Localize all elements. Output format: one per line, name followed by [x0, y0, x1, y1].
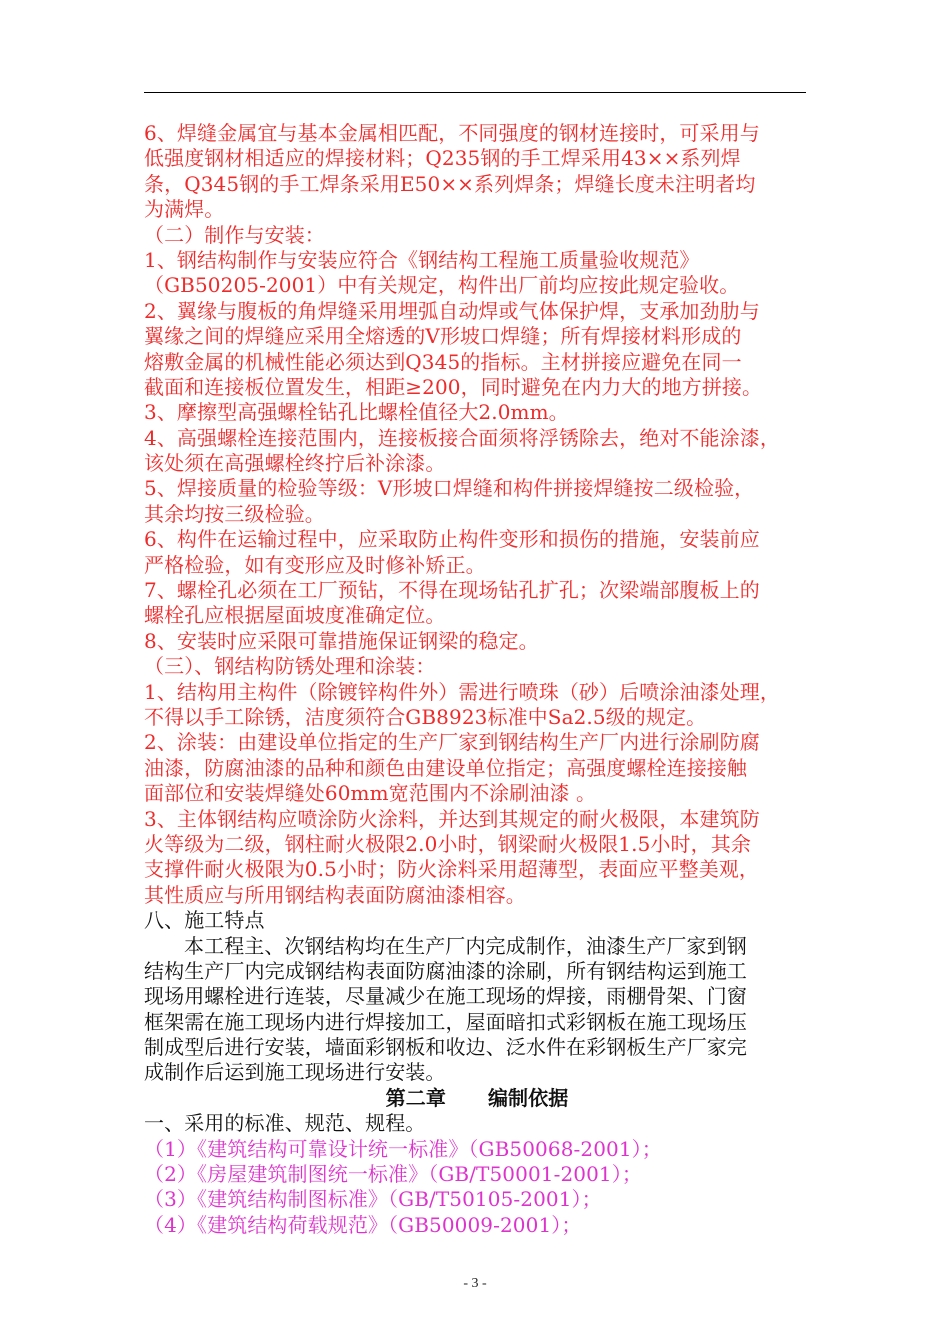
chapter-number: 第二章	[385, 1085, 446, 1110]
standard-item: （1）《建筑结构可靠设计统一标准》（GB50068-2001）；	[144, 1136, 662, 1161]
text-line: 4、高强螺栓连接范围内，连接板接合面须将浮锈除去，绝对不能涂漆，	[144, 425, 780, 450]
body-text	[144, 121, 810, 1238]
page-number: - 3 -	[463, 1276, 487, 1291]
text-line: 其余均按三级检验。	[144, 501, 325, 526]
text-line: 其性质应与所用钢结构表面防腐油漆相容。	[144, 882, 526, 907]
standard-item: （3）《建筑结构制图标准》（GB/T50105-2001）；	[144, 1187, 602, 1212]
text-line: 6、构件在运输过程中，应采取防止构件变形和损伤的措施，安装前应	[144, 527, 760, 552]
text-line: 低强度钢材相适应的焊接材料；Q235钢的手工焊采用43××系列焊	[144, 146, 741, 171]
text-line: 6、焊缝金属宜与基本金属相匹配，不同强度的钢材连接时，可采用与	[144, 121, 760, 145]
text-line: 3、摩擦型高强螺栓钻孔比螺栓值径大2.0mm。	[144, 400, 569, 425]
text-line: （GB50205-2001）中有关规定，构件出厂前均应按此规定验收。	[144, 273, 740, 298]
text-line: 2、翼缘与腹板的角焊缝采用埋弧自动焊或气体保护焊，支承加劲肋与	[144, 298, 760, 323]
text-line: 支撑件耐火极限为0.5小时；防火涂料采用超薄型，表面应平整美观，	[144, 857, 760, 882]
text-line: 5、焊接质量的检验等级：V形坡口焊缝和构件拼接焊缝按二级检验，	[144, 476, 755, 501]
text-line: 制成型后进行安装，墙面彩钢板和收边、泛水件在彩钢板生产厂家完	[144, 1035, 747, 1060]
text-line: 翼缘之间的焊缝应采用全熔透的V形坡口焊缝；所有焊接材料形成的	[144, 324, 742, 349]
chapter-heading	[144, 1086, 810, 1111]
text-line: 1、钢结构制作与安装应符合《钢结构工程施工质量验收规范》	[144, 247, 700, 272]
text-line: 不得以手工除锈，洁度须符合GB8923标准中Sa2.5级的规定。	[144, 704, 707, 729]
text-line: 8、安装时应采限可靠措施保证钢梁的稳定。	[144, 628, 539, 653]
text-line: 螺栓孔应根据屋面坡度准确定位。	[144, 603, 446, 628]
text-line: （二）制作与安装：	[144, 222, 325, 247]
text-line: 结构生产厂内完成钢结构表面防腐油漆的涂刷，所有钢结构运到施工	[144, 958, 747, 983]
section-heading: 一、采用的标准、规范、规程。	[144, 1111, 426, 1136]
text-line: 条，Q345钢的手工焊条采用E50××系列焊条；焊缝长度未注明者均	[144, 171, 756, 196]
text-line: （三）、钢结构防锈处理和涂装：	[144, 654, 436, 679]
text-line: 1、结构用主构件（除镀锌构件外）需进行喷珠（砂）后喷涂油漆处理，	[144, 679, 780, 704]
text-line: 7、螺栓孔必须在工厂预钻，不得在现场钻孔扩孔；次梁端部腹板上的	[144, 578, 760, 603]
header-rule	[144, 92, 806, 93]
text-line: 框架需在施工现场内进行焊接加工，屋面暗扣式彩钢板在施工现场压	[144, 1009, 747, 1034]
text-line: 严格检验，如有变形应及时修补矫正。	[144, 552, 486, 577]
text-line: 本工程主、次钢结构均在生产厂内完成制作，油漆生产厂家到钢	[184, 933, 747, 958]
text-line: 火等级为二级，钢柱耐火极限2.0小时，钢梁耐火极限1.5小时，其余	[144, 831, 751, 856]
text-line: 油漆，防腐油漆的品种和颜色由建设单位指定；高强度螺栓连接接触	[144, 755, 747, 780]
chapter-title: 编制依据	[487, 1085, 569, 1110]
text-line: 现场用螺栓进行连装，尽量减少在施工现场的焊接，雨棚骨架、门窗	[144, 984, 747, 1009]
standard-item: （4）《建筑结构荷载规范》（GB50009-2001）；	[144, 1212, 582, 1237]
text-line: 成制作后运到施工现场进行安装。	[144, 1060, 446, 1085]
text-line: 为满焊。	[144, 197, 225, 222]
standard-item: （2）《房屋建筑制图统一标准》（GB/T50001-2001）；	[144, 1162, 642, 1187]
text-line: 该处须在高强螺栓终拧后补涂漆。	[144, 451, 446, 476]
text-line: 截面和连接板位置发生，相距≥200，同时避免在内力大的地方拼接。	[144, 374, 763, 399]
text-line: 熔敷金属的机械性能必须达到Q345的指标。主材拼接应避免在同一	[144, 349, 742, 374]
text-line: 3、主体钢结构应喷涂防火涂料，并达到其规定的耐火极限，本建筑防	[144, 806, 760, 831]
text-line: 2、涂装：由建设单位指定的生产厂家到钢结构生产厂内进行涂刷防腐	[144, 730, 760, 755]
text-line: 面部位和安装焊缝处60mm宽范围内不涂刷油漆 。	[144, 781, 597, 806]
text-line: 八、施工特点	[144, 908, 265, 933]
paragraph-lines	[144, 121, 810, 1086]
